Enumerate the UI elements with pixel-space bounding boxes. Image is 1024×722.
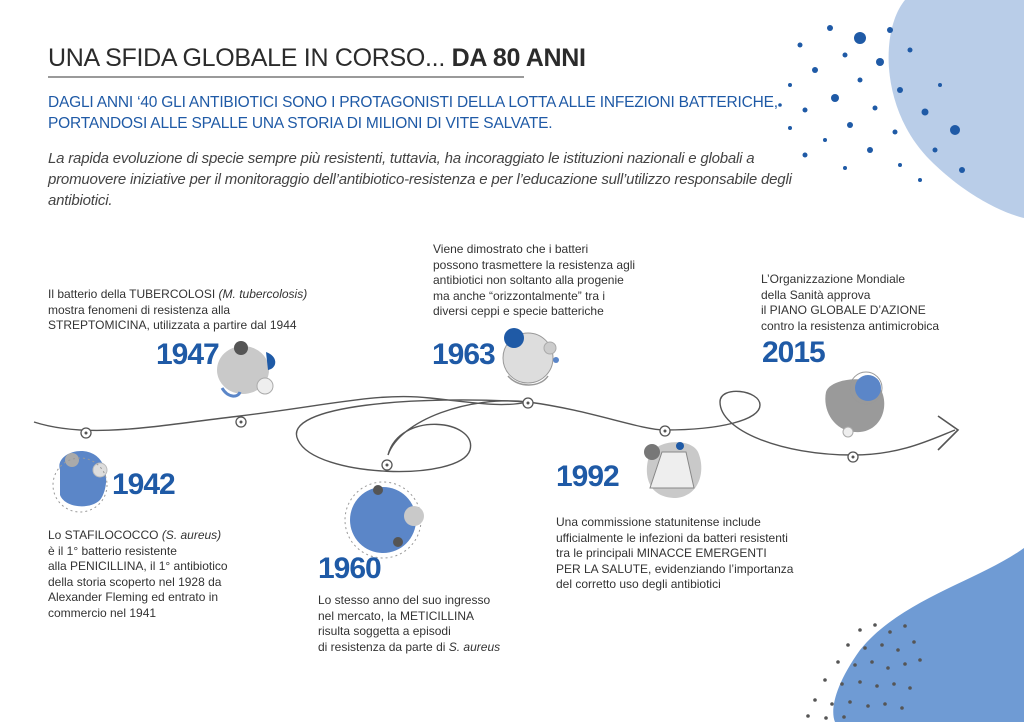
year-2015: 2015: [762, 336, 825, 369]
bottom-right-blob: [833, 548, 1024, 722]
year-1960: 1960: [318, 552, 381, 585]
event-1942-text: Lo STAFILOCOCCO (S. aureus) è il 1° batterio resistente alla PENICILLINA, il 1° antibiotico della storia scoperto nel 1928 da Alexander Fleming ed entrato in commercio nel 1941: [48, 528, 228, 620]
year-1942: 1942: [112, 468, 175, 501]
bacteria-1942-icon: [53, 451, 107, 512]
top-right-blob: [889, 0, 1024, 218]
event-1960-text: Lo stesso anno del suo ingresso nel mercato, la METICILLINA risulta soggetta a episodi di resistenza da parte di S. aureus: [318, 593, 501, 654]
bacteria-1963-icon: [503, 328, 559, 385]
event-1947-text: Il batterio della TUBERCOLOSI (M. tubercolosis) mostra fenomeni di resistenza alla STREPTOMICINA, utilizzata a partire dal 1944: [48, 287, 308, 333]
page-title-bold: DA 80 ANNI: [451, 44, 586, 72]
page-title: UNA SFIDA GLOBALE IN CORSO... DA 80 ANNI: [48, 44, 586, 72]
event-1992-text: Una commissione statunitense include ufficialmente le infezioni da batteri resistenti tra le principali MINACCE EMERGENTI PER LA SALUTE, evidenziando l’importanza del corretto uso degli antibiotici: [556, 515, 794, 592]
timeline-nodes: [81, 398, 858, 470]
bacteria-1947-icon: [217, 341, 275, 396]
timeline-line: [34, 391, 955, 471]
bacteria-2015-icon: [825, 372, 884, 437]
year-1992: 1992: [556, 460, 619, 493]
subtitle: DAGLI ANNI ‘40 GLI ANTIBIOTICI SONO I PROTAGONISTI DELLA LOTTA ALLE INFEZIONI BATTERICHE, PORTANDOSI ALLE SPALLE UNA STORIA DI MILIONI DI VITE SALVATE.: [48, 94, 778, 132]
event-1963-text: Viene dimostrato che i batteri possono trasmettere la resistenza agli antibiotici non soltanto alla progenie ma anche “orizzontalmente” tra i diversi ceppi e specie batteriche: [433, 242, 636, 319]
year-1963: 1963: [432, 338, 495, 371]
bacteria-1992-icon: [644, 442, 701, 498]
year-1947: 1947: [156, 338, 219, 371]
event-2015-text: L’Organizzazione Mondiale della Sanità approva il PIANO GLOBALE D’AZIONE contro la resistenza antimicrobica: [761, 272, 940, 333]
bacteria-1960-icon: [345, 482, 424, 558]
title-underline: [48, 76, 524, 78]
intro-text: La rapida evoluzione di specie sempre più resistenti, tuttavia, ha incoraggiato le istituzioni nazionali e globali a promuovere iniziative per il monitoraggio dell’antibiotico-resistenza e per l’educazione sull’utilizzo responsabile degli antibiotici.: [48, 150, 792, 209]
